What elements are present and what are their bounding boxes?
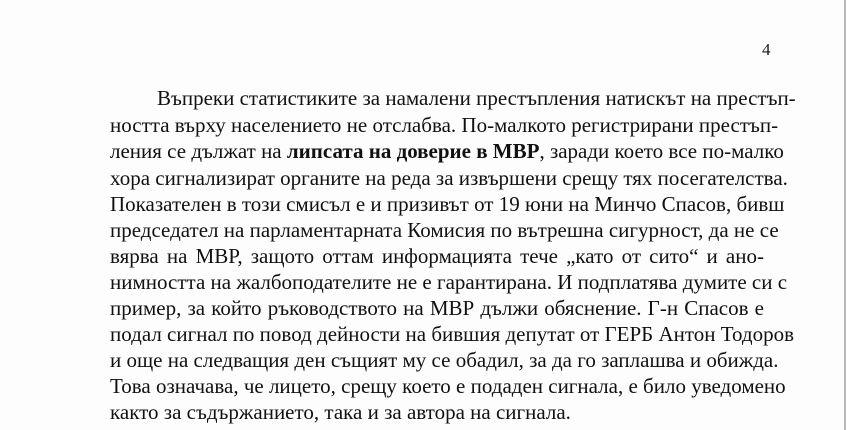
- text-line: вярва на МВР, защото оттам информацията тече „като от сито“ и ано-: [110, 244, 764, 268]
- text-line: ността върху населението не отслабва. По-малкото регистрирани престъп-: [110, 113, 779, 137]
- page-number: 4: [762, 40, 771, 59]
- text-line: председател на парламентарната Комисия по вътрешна сигурност, да не се: [110, 218, 779, 242]
- text-line: нимността на жалбоподателите не е гарантирана. И подплатява думите си с: [110, 270, 788, 294]
- text-line: както за съдържанието, така и за автора на сигнала.: [110, 400, 571, 424]
- text-line: и още на следващия ден същият му се обадил, за да го заплашва и обижда.: [110, 348, 779, 372]
- text-line: подал сигнал по повод дейности на бившия депутат от ГЕРБ Антон Тодоров: [110, 322, 795, 346]
- text-line: хора сигнализират органите на реда за извършени срещу тях посегателства.: [110, 166, 788, 190]
- emphasis-text: липсата на доверие в МВР: [286, 139, 540, 163]
- text-line: пример, за който ръководството на МВР дължи обяснение. Г-н Спасов е: [110, 296, 764, 320]
- text-line: Показателен в този смисъл е и призивът от 19 юни на Минчо Спасов, бивш: [110, 192, 785, 216]
- text-line: ления се дължат на липсата на доверие в МВР, заради което все по-малко: [110, 139, 784, 163]
- text-line: Това означава, че лицето, срещу което е подаден сигнала, е било уведомено: [110, 374, 786, 398]
- text-line: Въпреки статистиките за намалени престъпления натискът на престъп-: [157, 86, 796, 110]
